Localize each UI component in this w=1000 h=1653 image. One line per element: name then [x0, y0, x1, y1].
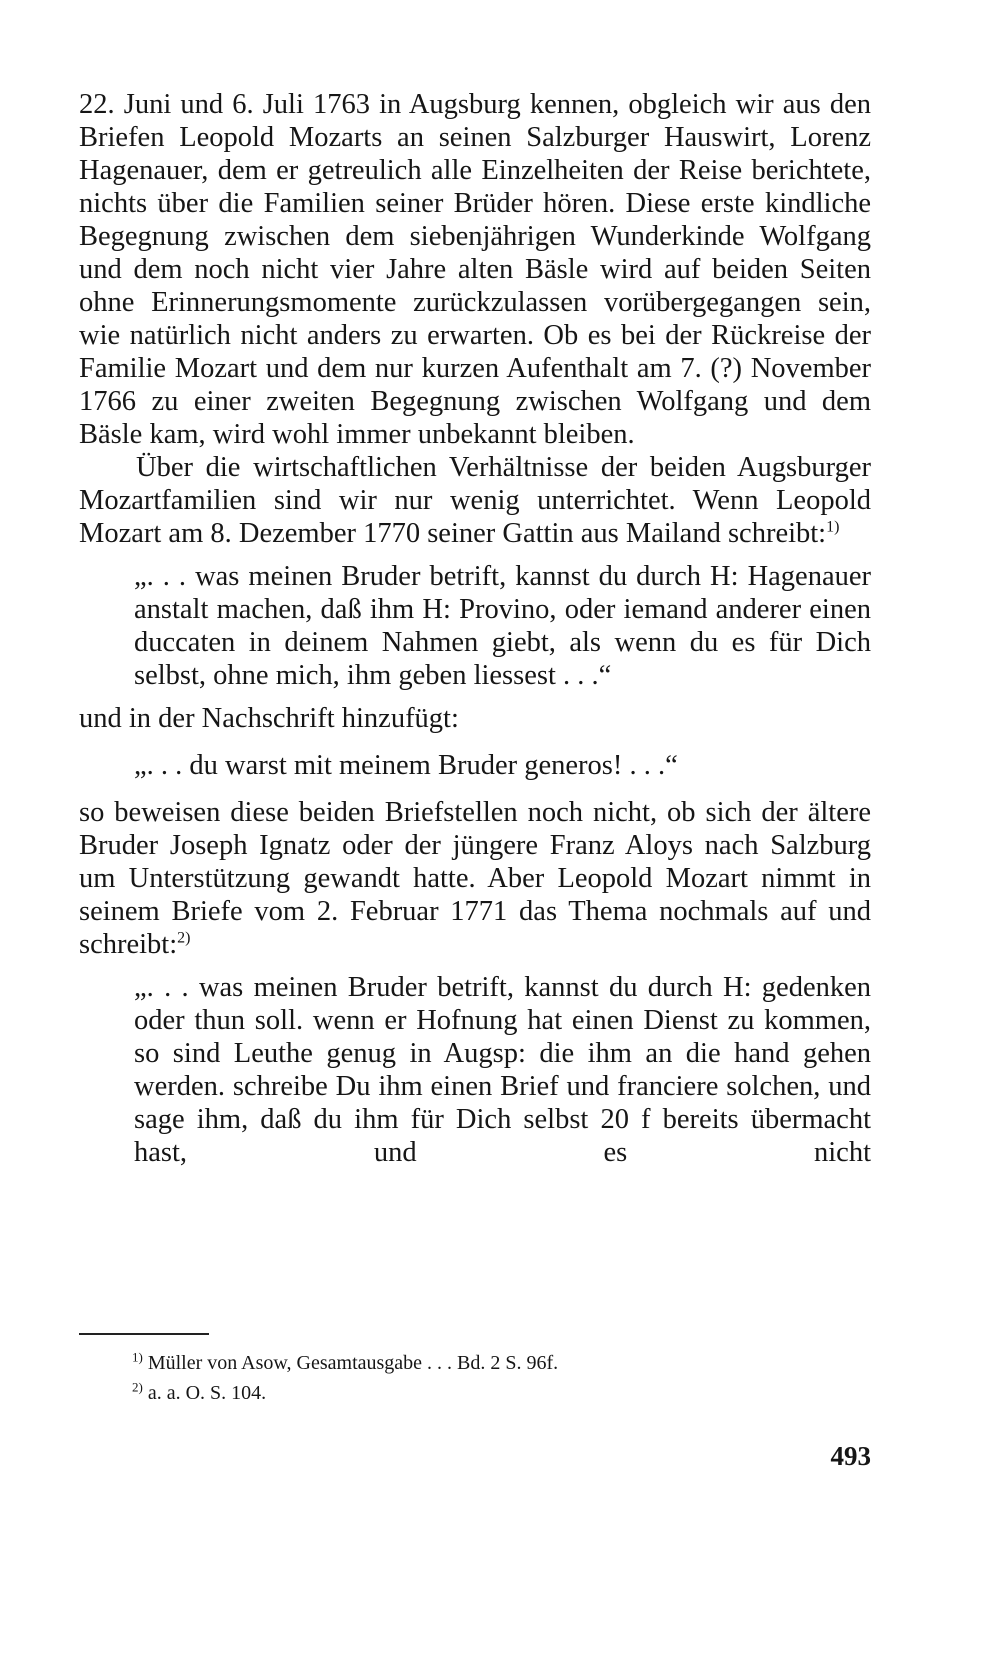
paragraph-text: so beweisen diese beiden Briefstellen noch nicht, ob sich der ältere Bruder Joseph Ignatz oder der jüngere Franz Aloys nach Salzburg um Unterstützung gewandt hatte. Aber Leopold Mozart nimmt in seinem Briefe vom 2. Februar 1771 das Thema nochmals auf und schreibt:: [79, 797, 871, 960]
paragraph-text: Über die wirtschaftlichen Verhältnisse der beiden Augsburger Mozartfamilien sind wir nur wenig unterrichtet. Wenn Leopold Mozart am 8. Dezember 1770 seiner Gattin aus Mailand schreibt:: [79, 452, 871, 549]
footnote-ref: 1): [826, 518, 840, 536]
footnotes: [132, 1348, 832, 1408]
paragraph: [79, 796, 871, 961]
footnote-text: a. a. O. S. 104.: [147, 1382, 267, 1404]
footnote-mark: 1): [132, 1349, 143, 1365]
footnote-divider: [79, 1333, 209, 1335]
page-number: 493: [830, 1441, 871, 1471]
block-quote: „. . . was meinen Bruder betrift, kannst du durch H: Hagenauer anstalt machen, daß ihm H: Provino, oder iemand anderer einen duccaten in deinem Nahmen giebt, als wenn du es für Dich selbst, ohne mich, ihm geben liessest . . .“: [134, 561, 871, 691]
footnote-ref: 2): [177, 929, 191, 947]
footnote-text: Müller von Asow, Gesamtausgabe . . . Bd. 2 S. 96f.: [147, 1352, 559, 1374]
paragraph: und in der Nachschrift hinzufügt:: [79, 703, 459, 734]
block-quote: „. . . du warst mit meinem Bruder generos! . . .“: [134, 750, 678, 781]
footnote: [132, 1348, 832, 1378]
paragraph: 22. Juni und 6. Juli 1763 in Augsburg kennen, obgleich wir aus den Briefen Leopold Mozarts an seinen Salzburger Hauswirt, Lorenz Hagenauer, dem er getreulich alle Einzelheiten der Reise berichtete, nichts über die Familien seiner Brüder hören. Diese erste kindliche Begegnung zwischen dem siebenjährigen Wunderkinde Wolfgang und dem noch nicht vier Jahre alten Bäsle wird auf beiden Seiten ohne Erinnerungsmomente zurückzulassen vorübergegangen sein, wie natürlich nicht anders zu erwarten. Ob es bei der Rückreise der Familie Mozart und dem nur kurzen Aufenthalt am 7. (?) November 1766 zu einer zweiten Begegnung zwischen Wolfgang und dem Bäsle kam, wird wohl immer unbekannt bleiben.: [79, 89, 871, 450]
footnote-mark: 2): [132, 1379, 143, 1395]
page-body: [79, 88, 871, 1179]
footnote: [132, 1378, 832, 1408]
paragraph: [79, 451, 871, 550]
block-quote: „. . . was meinen Bruder betrift, kannst du durch H: gedenken oder thun soll. wenn er Hofnung hat einen Dienst zu kommen, so sind Leuthe genug in Augsp: die ihm an die hand gehen werden. schreibe Du ihm einen Brief und franciere solchen, und sage ihm, daß du ihm für Dich selbst 20 f bereits übermacht hast, und es nicht: [134, 972, 871, 1168]
